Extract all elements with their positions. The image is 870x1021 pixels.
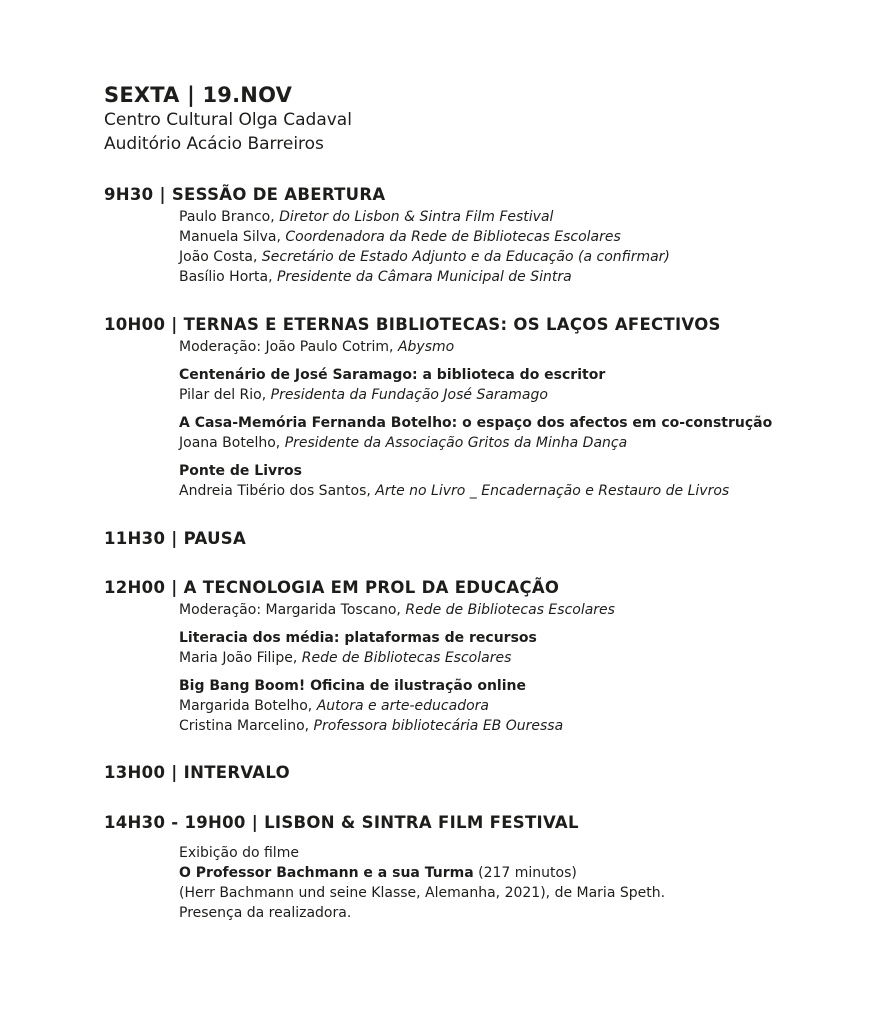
- speaker-name: Manuela Silva,: [179, 229, 286, 245]
- speaker-line: [179, 696, 844, 716]
- screening-intro: Exibição do filme: [179, 845, 299, 861]
- talk: [179, 628, 844, 668]
- talk: [179, 461, 844, 501]
- speaker-name: Paulo Branco,: [179, 209, 280, 225]
- speaker-line: [179, 481, 844, 501]
- talk: [179, 413, 844, 453]
- film-line: [179, 863, 844, 883]
- speaker-name: Andreia Tibério dos Santos,: [179, 483, 376, 499]
- break-intervalo: [104, 761, 844, 785]
- speaker-name: Pilar del Rio,: [179, 387, 271, 403]
- speaker-role: Presidenta da Fundação José Saramago: [270, 387, 548, 403]
- break-pausa: [104, 527, 844, 551]
- speaker-role: Presidente da Associação Gritos da Minha Dança: [284, 435, 628, 451]
- speaker-line: [179, 207, 844, 227]
- panel-tecnologia-content: [179, 600, 844, 736]
- talk-title: Ponte de Livros: [179, 463, 302, 479]
- speaker-line: [179, 648, 844, 668]
- panel-tecnologia-heading: 12H00 | A TECNOLOGIA EM PROL DA EDUCAÇÃO: [104, 578, 560, 597]
- talk-title: A Casa-Memória Fernanda Botelho: o espaço dos afectos em co-construção: [179, 415, 773, 431]
- speaker-name: João Costa,: [179, 249, 262, 265]
- speaker-role: Presidente da Câmara Municipal de Sintra: [276, 269, 572, 285]
- speaker-line: [179, 433, 844, 453]
- speaker-role: Autora e arte-educadora: [316, 698, 489, 714]
- talk-title: Literacia dos média: plataformas de recursos: [179, 630, 537, 646]
- film-title: O Professor Bachmann e a sua Turma: [179, 865, 474, 881]
- moderator-role: Rede de Bibliotecas Escolares: [405, 602, 615, 618]
- film-screening: [179, 843, 844, 923]
- film-duration: (217 minutos): [473, 865, 577, 881]
- speaker-name: Basílio Horta,: [179, 269, 277, 285]
- film-festival-session: [104, 811, 844, 923]
- speaker-line: [179, 247, 844, 267]
- programme-page: [104, 82, 844, 923]
- speaker-line: [179, 385, 844, 405]
- speaker-line: [179, 227, 844, 247]
- speaker-role: Coordenadora da Rede de Bibliotecas Escolares: [285, 229, 621, 245]
- speaker-role: Professora bibliotecária EB Ouressa: [313, 718, 564, 734]
- talk-title: Centenário de José Saramago: a biblioteca do escritor: [179, 367, 606, 383]
- speaker-name: Margarida Botelho,: [179, 698, 317, 714]
- speaker-role: Rede de Bibliotecas Escolares: [301, 650, 512, 666]
- panel-afectos-heading: 10H00 | TERNAS E ETERNAS BIBLIOTECAS: OS LAÇOS AFECTIVOS: [104, 315, 721, 334]
- moderator-name: Moderação: João Paulo Cotrim,: [179, 339, 398, 355]
- speaker-name: Cristina Marcelino,: [179, 718, 314, 734]
- speaker-role: Secretário de Estado Adjunto e da Educação (a confirmar): [261, 249, 670, 265]
- pausa-heading: 11H30 | PAUSA: [104, 529, 247, 548]
- moderation-line: [179, 337, 844, 357]
- speaker-name: Joana Botelho,: [179, 435, 285, 451]
- talk: [179, 676, 844, 736]
- talk: [179, 365, 844, 405]
- speaker-line: [179, 716, 844, 736]
- moderator-role: Abysmo: [397, 339, 455, 355]
- speaker-role: Diretor do Lisbon & Sintra Film Festival: [279, 209, 554, 225]
- panel-afectos-content: [179, 337, 844, 501]
- venue-name: Centro Cultural Olga Cadaval: [104, 110, 352, 130]
- speaker-line: [179, 267, 844, 287]
- festival-heading: 14H30 - 19H00 | LISBON & SINTRA FILM FESTIVAL: [104, 813, 579, 832]
- moderator-name: Moderação: Margarida Toscano,: [179, 602, 406, 618]
- opening-heading: 9H30 | SESSÃO DE ABERTURA: [104, 185, 386, 204]
- panel-tecnologia: [104, 576, 844, 736]
- day-title: SEXTA | 19.NOV: [104, 83, 293, 107]
- panel-afectos: [104, 313, 844, 501]
- speaker-role: Arte no Livro _ Encadernação e Restauro de Livros: [375, 483, 730, 499]
- talk-title: Big Bang Boom! Oficina de ilustração online: [179, 678, 526, 694]
- day-header: [104, 82, 844, 156]
- opening-session: [104, 183, 844, 287]
- opening-speakers: [179, 207, 844, 287]
- film-details: (Herr Bachmann und seine Klasse, Alemanha, 2021), de Maria Speth.: [179, 885, 666, 901]
- moderation-line: [179, 600, 844, 620]
- intervalo-heading: 13H00 | INTERVALO: [104, 763, 290, 782]
- venue-room: Auditório Acácio Barreiros: [104, 134, 324, 154]
- director-presence: Presença da realizadora.: [179, 905, 352, 921]
- speaker-name: Maria João Filipe,: [179, 650, 302, 666]
